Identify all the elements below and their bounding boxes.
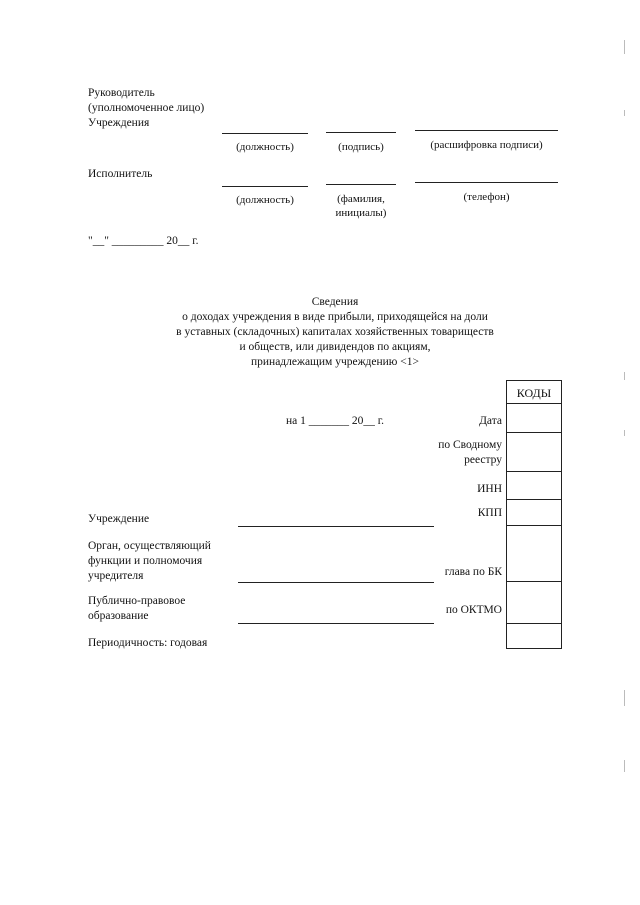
codes-header: КОДЫ [516, 386, 552, 400]
head-caption-decoding: (расшифровка подписи) [430, 139, 543, 151]
as-of-date: на 1 _______ 20__ г. [286, 415, 385, 427]
code-label-oktmo: по ОКТМО [445, 604, 502, 616]
head-signature-line [326, 132, 396, 133]
title-line-4: и обществ, или дивидендов по акциям, [239, 341, 431, 353]
title-line-3: в уставных (складочных) капиталах хозяйственных товариществ [176, 326, 494, 338]
public-entity-label-2: образование [88, 610, 149, 622]
scan-mark [624, 110, 625, 116]
title-line-2: о доходах учреждения в виде прибыли, приходящейся на доли [182, 311, 488, 323]
date-line: "__" _________ 20__ г. [88, 235, 199, 247]
codes-row-divider [507, 581, 561, 582]
exec-caption-name-2: инициалы) [335, 207, 387, 219]
codes-row-divider [507, 432, 561, 433]
founder-line [238, 582, 434, 583]
scan-mark [624, 690, 625, 706]
institution-line [238, 526, 434, 527]
code-label-date: Дата [479, 415, 502, 427]
head-label-3: Учреждения [88, 117, 150, 129]
codes-table [506, 380, 562, 649]
executor-label: Исполнитель [88, 168, 153, 180]
head-decoding-line [415, 130, 558, 131]
head-caption-position: (должность) [236, 141, 294, 153]
code-label-registry-2: реестру [464, 454, 502, 466]
head-label-2: (уполномоченное лицо) [88, 102, 205, 114]
periodicity-label: Периодичность: годовая [88, 637, 208, 649]
exec-name-line [326, 184, 396, 185]
codes-row-divider [507, 525, 561, 526]
head-position-line [222, 133, 308, 134]
founder-label-3: учредителя [88, 570, 144, 582]
scan-mark [624, 430, 625, 436]
exec-caption-position: (должность) [236, 194, 294, 206]
public-entity-line [238, 623, 434, 624]
exec-caption-name-1: (фамилия, [337, 193, 385, 205]
scan-mark [624, 40, 625, 54]
title-line-5: принадлежащим учреждению <1> [250, 356, 419, 368]
codes-row-divider [507, 623, 561, 624]
code-label-inn: ИНН [477, 483, 502, 495]
scan-mark [624, 760, 625, 772]
codes-row-divider [507, 403, 561, 404]
code-label-kpp: КПП [477, 507, 502, 519]
founder-label-1: Орган, осуществляющий [88, 540, 211, 552]
code-label-bk-chapter: глава по БК [444, 566, 502, 578]
founder-label-2: функции и полномочия [88, 555, 203, 567]
code-label-registry-1: по Сводному [438, 439, 502, 451]
head-caption-signature: (подпись) [338, 141, 384, 153]
head-label-1: Руководитель [88, 87, 155, 99]
title-line-1: Сведения [311, 296, 359, 308]
codes-row-divider [507, 499, 561, 500]
exec-position-line [222, 186, 308, 187]
exec-phone-line [415, 182, 558, 183]
institution-label: Учреждение [88, 513, 150, 525]
public-entity-label-1: Публично-правовое [88, 595, 186, 607]
exec-caption-phone: (телефон) [463, 191, 510, 203]
codes-row-divider [507, 471, 561, 472]
scan-mark [624, 372, 625, 380]
